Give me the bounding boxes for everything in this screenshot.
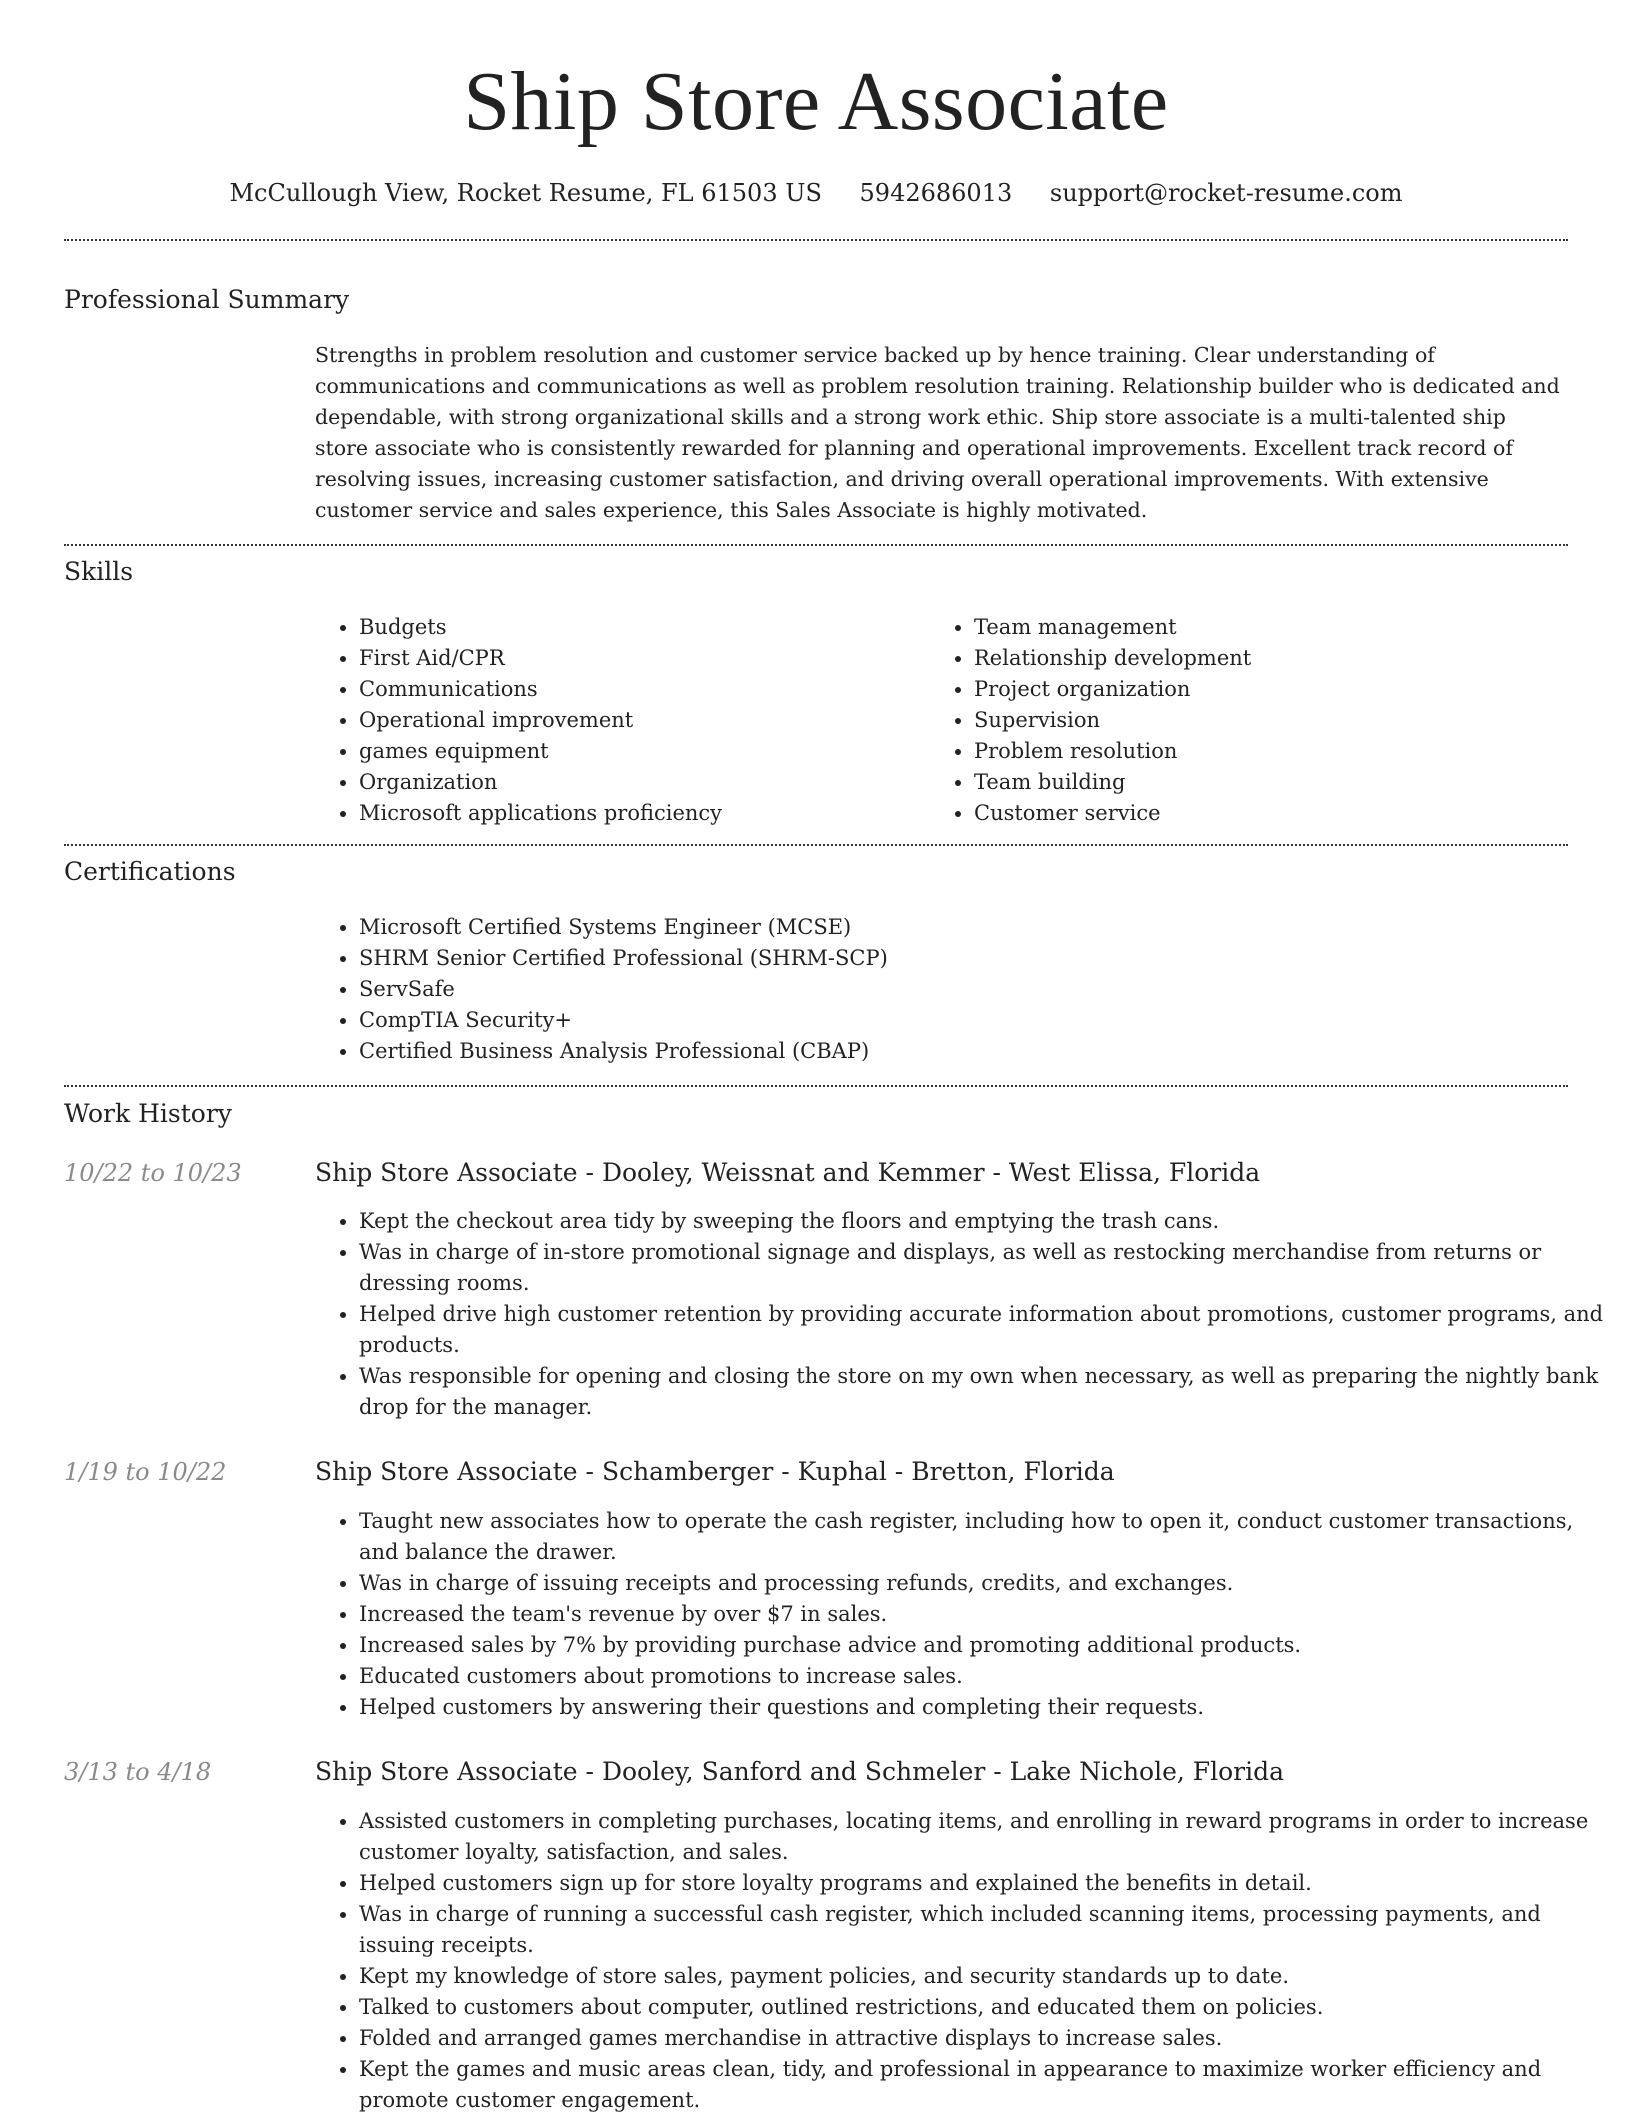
skill-item: • Organization — [359, 767, 919, 798]
job-heading: Ship Store Associate - Dooley, Sanford and Schmeler - Lake Nichole, Florida — [315, 1757, 1285, 1786]
job-bullet: • Increased the team's revenue by over $7 in sales. — [359, 1599, 1609, 1630]
job-bullet: • Taught new associates how to operate the cash register, including how to open it, conduct customer transactions, and balance the drawer. — [359, 1506, 1609, 1568]
divider — [64, 239, 1568, 241]
contact-line — [0, 176, 1632, 210]
job-bullet: • Kept my knowledge of store sales, payment policies, and security standards up to date. — [359, 1961, 1609, 1992]
summary-text: Strengths in problem resolution and customer service backed up by hence training. Clear understanding of communications and communications as well as problem resolution training. Relationship builder who is dedicated and dependable, with strong organizational skills and a strong work ethic. Ship store associate is a multi-talented ship store associate who is consistently rewarded for planning and operational improvements. Excellent track record of resolving issues, increasing customer satisfaction, and driving overall operational improvements. With extensive customer service and sales experience, this Sales Associate is highly motivated. — [315, 343, 1560, 522]
skill-item: • Project organization — [974, 674, 1574, 705]
contact-email: support@rocket-resume.com — [1049, 179, 1403, 207]
divider — [64, 1085, 1568, 1087]
job-bullets — [315, 1506, 1609, 1723]
skill-item: • Supervision — [974, 705, 1574, 736]
section-title-skills: Skills — [64, 557, 134, 586]
job-bullet: • Increased sales by 7% by providing purchase advice and promoting additional products. — [359, 1630, 1609, 1661]
resume-name: Ship Store Associate — [463, 55, 1169, 148]
certification-item: • CompTIA Security+ — [359, 1005, 1559, 1036]
certification-item: • Certified Business Analysis Professional (CBAP) — [359, 1036, 1559, 1067]
job-heading: Ship Store Associate - Schamberger - Kuphal - Bretton, Florida — [315, 1457, 1115, 1486]
job-dates: 3/13 to 4/18 — [64, 1758, 212, 1786]
skill-item: • Communications — [359, 674, 919, 705]
skill-item: • Budgets — [359, 612, 919, 643]
job-bullet: • Was in charge of running a successful cash register, which included scanning items, processing payments, and issuing receipts. — [359, 1899, 1609, 1961]
job-bullets — [315, 1206, 1609, 1423]
contact-phone: 5942686013 — [859, 179, 1013, 207]
certification-item: • SHRM Senior Certified Professional (SHRM-SCP) — [359, 943, 1559, 974]
skills-list-left — [315, 612, 919, 829]
certification-item: • Microsoft Certified Systems Engineer (MCSE) — [359, 912, 1559, 943]
job-bullet: • Assisted customers in completing purchases, locating items, and enrolling in reward programs in order to increase customer loyalty, satisfaction, and sales. — [359, 1806, 1609, 1868]
job-bullet: • Was in charge of issuing receipts and processing refunds, credits, and exchanges. — [359, 1568, 1609, 1599]
skill-item: • Relationship development — [974, 643, 1574, 674]
job-bullet: • Talked to customers about computer, outlined restrictions, and educated them on policies. — [359, 1992, 1609, 2023]
skill-item: • Operational improvement — [359, 705, 919, 736]
job-bullet: • Was responsible for opening and closing the store on my own when necessary, as well as preparing the nightly bank drop for the manager. — [359, 1361, 1609, 1423]
section-title-summary: Professional Summary — [64, 285, 350, 314]
job-heading: Ship Store Associate - Dooley, Weissnat and Kemmer - West Elissa, Florida — [315, 1158, 1261, 1187]
job-bullet: • Helped customers sign up for store loyalty programs and explained the benefits in detail. — [359, 1868, 1609, 1899]
skill-item: • Customer service — [974, 798, 1574, 829]
job-dates: 10/22 to 10/23 — [64, 1159, 242, 1187]
skill-item: • Team building — [974, 767, 1574, 798]
section-title-work-history: Work History — [64, 1099, 232, 1128]
job-bullet: • Folded and arranged games merchandise in attractive displays to increase sales. — [359, 2023, 1609, 2054]
job-bullet: • Was in charge of in-store promotional signage and displays, as well as restocking merchandise from returns or dressing rooms. — [359, 1237, 1609, 1299]
job-bullet: • Helped customers by answering their questions and completing their requests. — [359, 1692, 1609, 1723]
certification-item: • ServSafe — [359, 974, 1559, 1005]
skill-item: • Microsoft applications proficiency — [359, 798, 919, 829]
skill-item: • Team management — [974, 612, 1574, 643]
job-bullet: • Educated customers about promotions to increase sales. — [359, 1661, 1609, 1692]
divider — [64, 844, 1568, 846]
certifications-list — [315, 912, 1559, 1067]
divider — [64, 544, 1568, 546]
job-bullet: • Helped drive high customer retention by providing accurate information about promotions, customer programs, and products. — [359, 1299, 1609, 1361]
job-bullet: • Kept the checkout area tidy by sweeping the floors and emptying the trash cans. — [359, 1206, 1609, 1237]
skill-item: • games equipment — [359, 736, 919, 767]
skill-item: • Problem resolution — [974, 736, 1574, 767]
skill-item: • First Aid/CPR — [359, 643, 919, 674]
job-bullets — [315, 1806, 1609, 2116]
job-bullet: • Kept the games and music areas clean, tidy, and professional in appearance to maximize worker efficiency and promote customer engagement. — [359, 2054, 1609, 2116]
contact-address: McCullough View, Rocket Resume, FL 61503 US — [229, 179, 822, 207]
job-dates: 1/19 to 10/22 — [64, 1458, 227, 1486]
section-title-certifications: Certifications — [64, 857, 236, 886]
skills-list-right — [930, 612, 1574, 829]
